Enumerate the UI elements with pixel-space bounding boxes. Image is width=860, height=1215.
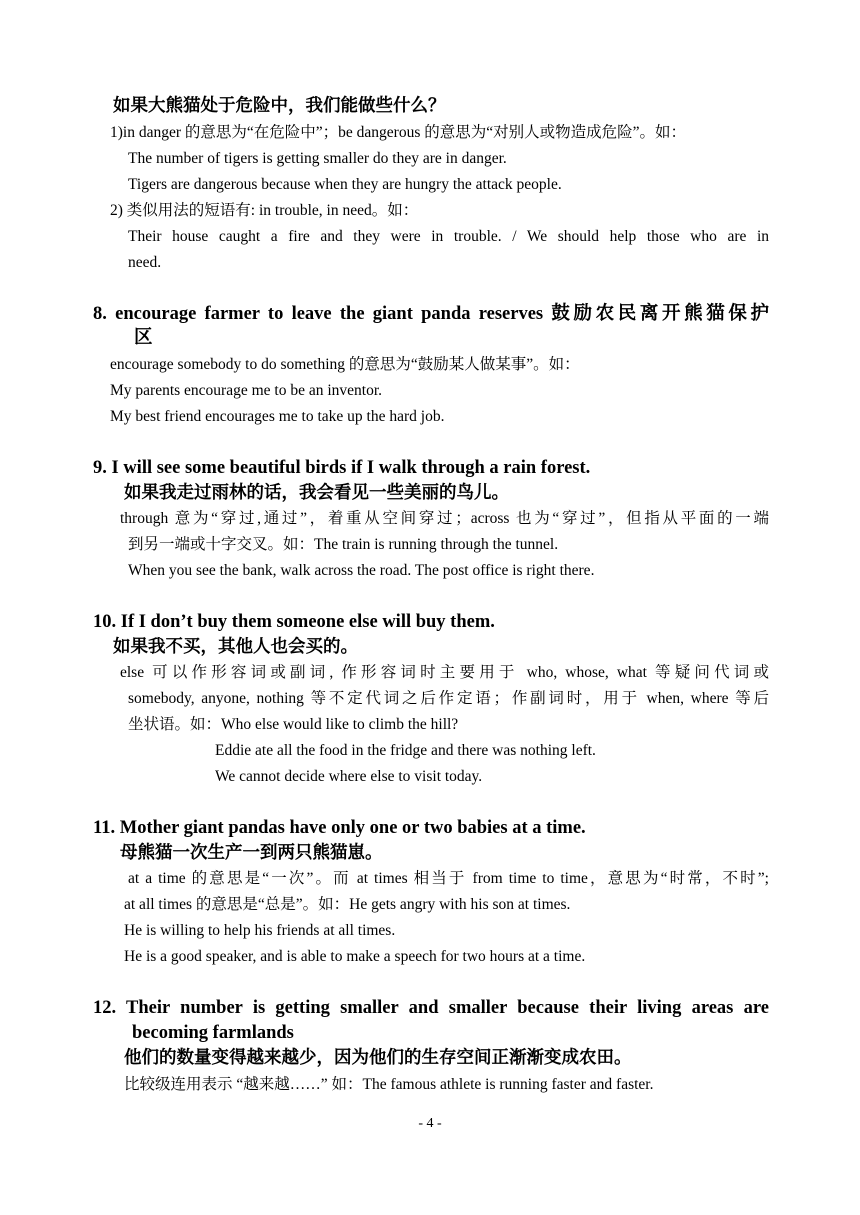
- section-10-note-cont-1: somebody, anyone, nothing 等不定代词之后作定语；作副词时，用于 when, where 等后: [128, 690, 769, 707]
- section-11-note: at a time 的意思是“一次”。而 at times 相当于 from time to time，意思为“时常，不时”;: [128, 870, 769, 887]
- section-9-note: through 意为“穿过,通过”，着重从空间穿过；across 也为“穿过”，但指从平面的一端: [120, 510, 769, 527]
- section-12-translation: 他们的数量变得越来越少，因为他们的生存空间正渐渐变成农田。: [124, 1048, 632, 1068]
- section-7-title: 如果大熊猫处于危险中，我们能做些什么？: [113, 96, 446, 116]
- section-12-note: 比较级连用表示 “越来越……” 如：The famous athlete is running faster and faster.: [124, 1076, 654, 1093]
- section-9-translation: 如果我走过雨林的话，我会看见一些美丽的鸟儿。: [124, 483, 509, 503]
- section-7-example-3-cont: need.: [128, 254, 162, 271]
- section-8-example-2: My best friend encourages me to take up the hard job.: [110, 408, 445, 425]
- section-12-heading-cont: becoming farmlands: [132, 1023, 294, 1043]
- section-11-example-1: He is willing to help his friends at all times.: [124, 922, 396, 939]
- section-9-heading: 9. I will see some beautiful birds if I walk through a rain forest.: [93, 458, 591, 478]
- section-10-translation: 如果我不买，其他人也会买的。: [113, 637, 358, 657]
- section-8-example-1: My parents encourage me to be an inventor.: [110, 382, 383, 399]
- section-7-example-2: Tigers are dangerous because when they are hungry the attack people.: [128, 176, 562, 193]
- section-8-heading: 8. encourage farmer to leave the giant panda reserves 鼓励农民离开熊猫保护: [93, 304, 769, 324]
- section-9-note-cont: 到另一端或十字交叉。如：The train is running through the tunnel.: [128, 536, 559, 553]
- section-11-example-2: He is a good speaker, and is able to make a speech for two hours at a time.: [124, 948, 586, 965]
- section-8-note: encourage somebody to do something 的意思为“鼓励某人做某事”。如：: [110, 356, 580, 373]
- section-12-heading: 12. Their number is getting smaller and smaller because their living areas are: [93, 998, 769, 1018]
- section-7-note-2: 2) 类似用法的短语有: in trouble, in need。如：: [110, 202, 419, 219]
- section-11-translation: 母熊猫一次生产一到两只熊猫崽。: [120, 843, 383, 863]
- section-9-example-1: When you see the bank, walk across the road. The post office is right there.: [128, 562, 595, 579]
- section-8-heading-cont: 区: [134, 328, 153, 348]
- section-10-note-cont-2: 坐状语。如：Who else would like to climb the hill?: [128, 716, 459, 733]
- section-10-heading: 10. If I don’t buy them someone else will buy them.: [93, 612, 495, 632]
- section-11-note-cont: at all times 的意思是“总是”。如：He gets angry with his son at times.: [124, 896, 571, 913]
- section-10-note: else 可以作形容词或副词, 作形容词时主要用于 who, whose, what 等疑问代词或: [120, 664, 769, 681]
- section-10-example-1: Eddie ate all the food in the fridge and there was nothing left.: [215, 742, 596, 759]
- section-7-example-3: Their house caught a fire and they were in trouble. / We should help those who are in: [128, 228, 769, 245]
- section-7-note-1: 1)in danger 的意思为“在危险中”；be dangerous 的意思为“对别人或物造成危险”。如：: [110, 124, 686, 141]
- section-11-heading: 11. Mother giant pandas have only one or two babies at a time.: [93, 818, 586, 838]
- section-10-example-2: We cannot decide where else to visit today.: [215, 768, 483, 785]
- page-number: - 4 -: [418, 1116, 442, 1131]
- section-7-example-1: The number of tigers is getting smaller do they are in danger.: [128, 150, 507, 167]
